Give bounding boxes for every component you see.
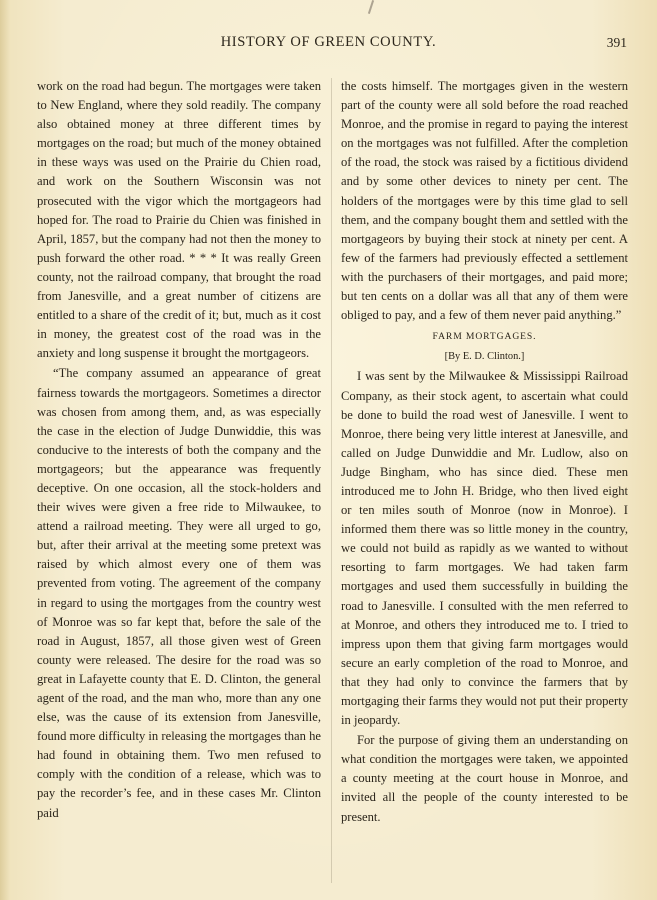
column-divider xyxy=(331,78,332,883)
left-paragraph-1: work on the road had begun. The mortgages were taken to New England, where they sold readily. The company also obtained money at three different times by mortgages on the road; but much of the money obtained in these ways was used on the Prairie du Chien road, and work on the Southern Wisconsin was not prosecuted with the vigor which the mortgageors had hoped for. The road to Prairie du Chien was finished in April, 1857, but the company had not then the money to push forward the other road. * * * It was really Green county, not the railroad company, that brought the road from Janesville, and a great number of citizens are entitled to a share of the credit of it; but, much as it cost in money, the greatest cost of the road was in the anxiety and long suspense it brought the mortgageors. xyxy=(37,79,321,361)
left-paragraph-2: “The company assumed an appearance of great fairness towards the mortgageors. Sometimes a director was chosen from among them, and, as was especially the case in the election of Judge Dunwiddie, this was conducive to the interests of both the company and the mortgageors; but the appearance was frequently deceptive. On one occasion, all the stock-holders and their wives were given a free ride to Milwaukee, to attend a railroad meeting. They were all urged to go, but, after their arrival at the meeting some pretext was raised by which almost every one of them was prevented from voting. The agreement of the company in regard to using the mortgages from the country west of Monroe was so far kept that, before the sale of the road in August, 1857, all those given west of Green county were released. The desire for the road was so great in Lafayette county that E. D. Clinton, the general agent of the road, and the man who, more than any one else, was the cause of its extension from Janesville, found more difficulty in releasing the mortgages than he had found in obtaining them. Two men refused to comply with the condition of a release, which was to pay the recorder’s fee, and in these cases Mr. Clinton paid xyxy=(37,366,321,820)
section-heading: FARM MORTGAGES. xyxy=(432,331,537,343)
byline: [By E. D. Clinton.] xyxy=(444,351,525,363)
page-number: 391 xyxy=(606,35,627,50)
pencil-mark xyxy=(368,0,374,14)
right-continuation-paragraph: the costs himself. The mortgages given in the western part of the county were all sold before the road reached Monroe, and the promise in regard to paying the interest on the mortgages was not fulfilled. After the completion of the road, the stock was raised by a fictitious dividend and by some other devices to ninety per cent. The holders of the mortgages were by this time glad to sell them, and the company bought them and settled with the mortgageors by buying their stock at ninety per cent. A few of the farmers had previously effected a settlement with the purchasers of their mortgages, and paid more; but ten cents on a dollar was all that any of them were obliged to pay, and a few of them never paid anything.” xyxy=(341,79,628,323)
right-paragraph-1: I was sent by the Milwaukee & Mississippi Railroad Company, as their stock agent, to ascertain what could be done to build the road west of Janesville. I went to Monroe, there being very little interest at Janesville, and called on Judge Dunwiddie and Mr. Ludlow, also on Judge Bingham, who has since died. These men introduced me to John H. Bridge, who then lived eight or ten miles south of Monroe (now in Monroe). I informed them there was so little money in the country, we could not build as rapidly as we wanted to without resorting to farm mortgages. We had taken farm mortgages and used them successfully in building the road to Janesville. I consulted with the men referred to at Monroe, and others they introduced me to. I tried to impress upon them that giving farm mortgages would secure an early completion of the road to Monroe, and that they had only to convince the farmers that by mortgaging their farms they would not put their property in jeopardy. xyxy=(341,369,628,728)
left-column xyxy=(37,77,321,823)
right-paragraph-2: For the purpose of giving them an understanding on what condition the mortgages were taken, we appointed a county meeting at the court house in Monroe, and invited all the people of the county interested to be present. xyxy=(341,733,628,824)
binding-shadow xyxy=(0,0,10,900)
page-header xyxy=(0,34,657,54)
running-title: HISTORY OF GREEN COUNTY. xyxy=(220,34,437,50)
right-column xyxy=(341,77,628,827)
